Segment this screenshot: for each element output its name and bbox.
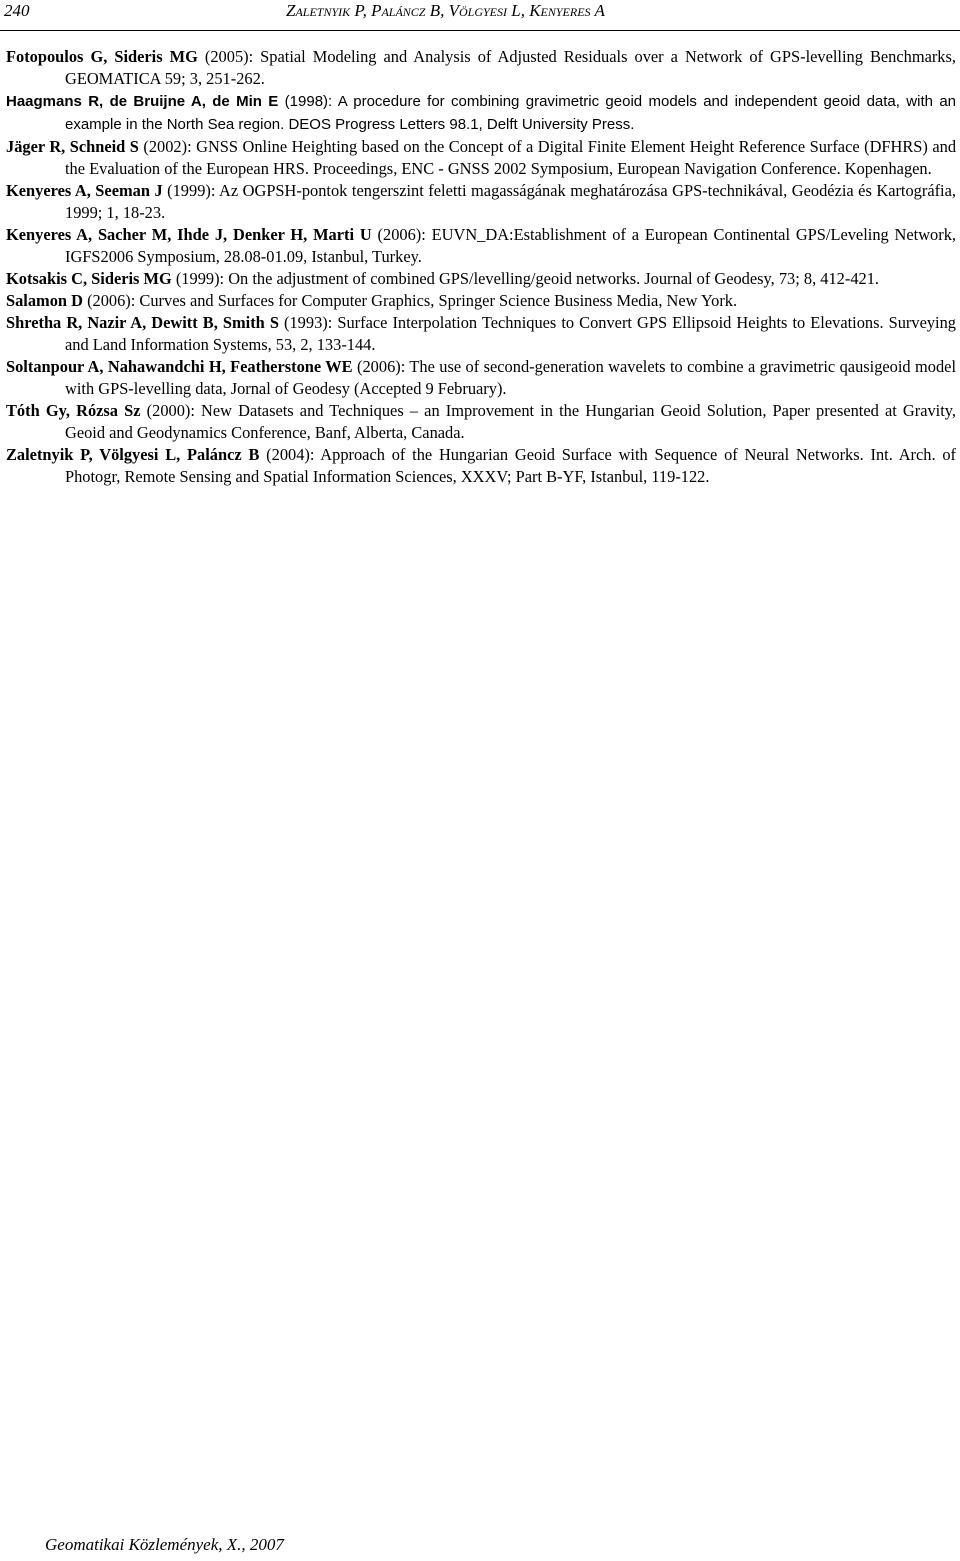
reference-details: (1999): On the adjustment of combined GPS/levelling/geoid networks. Journal of Geodesy, 73; 8, 412-421. — [171, 269, 880, 288]
reference-item — [6, 268, 956, 290]
reference-authors: Kenyeres A, Seeman J — [6, 181, 163, 200]
reference-authors: Haagmans R, de Bruijne A, de Min E — [6, 93, 279, 110]
reference-details: (2002): GNSS Online Heighting based on the Concept of a Digital Finite Element Height Reference Surface (DFHRS) and the Evaluation of the European HRS. Proceedings, ENC - GNSS 2002 Symposium, European Navigation Conference. Kopenhagen. — [65, 137, 957, 178]
reference-details: (1998): A procedure for combining gravimetric geoid models and independent geoid data, with an example in the North Sea region. DEOS Progress Letters 98.1, Delft University Press. — [65, 93, 956, 133]
reference-item — [6, 46, 956, 90]
page-footer: Geomatikai Közlemények, X., 2007 — [45, 1535, 284, 1554]
reference-authors: Tóth Gy, Rózsa Sz — [6, 401, 141, 420]
reference-item — [6, 90, 956, 136]
reference-item — [6, 312, 956, 356]
reference-item — [6, 136, 956, 180]
reference-authors: Zaletnyik P, Völgyesi L, Paláncz B — [6, 445, 260, 464]
reference-authors: Kotsakis C, Sideris MG — [6, 269, 172, 288]
reference-item — [6, 180, 956, 224]
reference-item — [6, 224, 956, 268]
page-header — [0, 0, 960, 31]
reference-details: (1993): Surface Interpolation Techniques to Convert GPS Ellipsoid Heights to Elevations. Surveying and Land Information Systems, 53, 2, 133-144. — [65, 313, 957, 354]
reference-details: (2006): Curves and Surfaces for Computer Graphics, Springer Science Business Media, New York. — [82, 291, 738, 310]
reference-details: (2005): Spatial Modeling and Analysis of Adjusted Residuals over a Network of GPS-levelling Benchmarks, GEOMATICA 59; 3, 251-262. — [65, 47, 956, 88]
reference-list — [6, 46, 956, 488]
reference-details: (2004): Approach of the Hungarian Geoid Surface with Sequence of Neural Networks. Int. Arch. of Photogr, Remote Sensing and Spatial Information Sciences, XXXV; Part B-YF, Istanbul, 119-122. — [65, 445, 956, 486]
reference-details: (1999): Az OGPSH-pontok tengerszint feletti magasságának meghatározása GPS-technikával, Geodézia és Kartográfia, 1999; 1, 18-23. — [65, 181, 956, 222]
reference-details: (2000): New Datasets and Techniques – an Improvement in the Hungarian Geoid Solution, Paper presented at Gravity, Geoid and Geodynamics Conference, Banf, Alberta, Canada. — [65, 401, 957, 442]
reference-item — [6, 444, 956, 488]
reference-authors: Shretha R, Nazir A, Dewitt B, Smith S — [6, 313, 279, 332]
reference-authors: Fotopoulos G, Sideris MG — [6, 47, 198, 66]
reference-authors: Salamon D — [6, 291, 83, 310]
reference-details: (2006): EUVN_DA:Establishment of a European Continental GPS/Leveling Network, IGFS2006 Symposium, 28.08-01.09, Istanbul, Turkey. — [65, 225, 956, 266]
reference-authors: Kenyeres A, Sacher M, Ihde J, Denker H, Marti U — [6, 225, 372, 244]
reference-item — [6, 400, 956, 444]
reference-item — [6, 356, 956, 400]
page-number: 240 — [4, 1, 30, 20]
reference-authors: Soltanpour A, Nahawandchi H, Featherstone WE — [6, 357, 353, 376]
reference-item — [6, 290, 956, 312]
reference-details: (2006): The use of second-generation wavelets to combine a gravimetric qausigeoid model with GPS-levelling data, Jornal of Geodesy (Accepted 9 February). — [65, 357, 957, 398]
reference-authors: Jäger R, Schneid S — [6, 137, 139, 156]
running-head: Zaletnyik P, Paláncz B, Völgyesi L, Kenyeres A — [286, 1, 605, 20]
